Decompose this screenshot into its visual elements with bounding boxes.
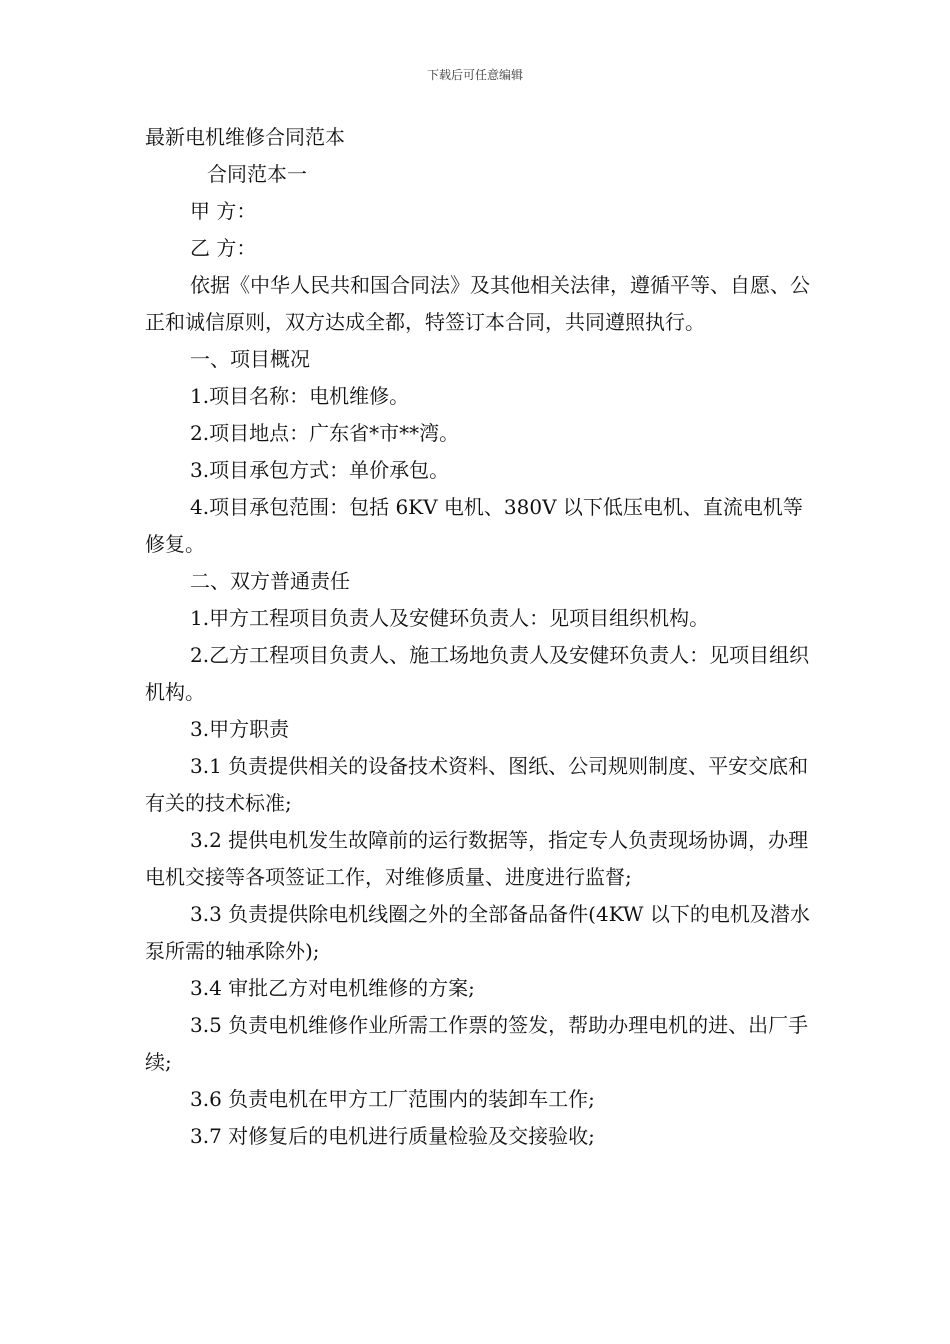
clause-paragraph: 3.甲方职责 bbox=[190, 717, 290, 741]
party-a-line: 甲 方： bbox=[190, 199, 257, 223]
party-b-line: 乙 方： bbox=[190, 236, 257, 260]
clause-paragraph: 3.4 审批乙方对电机维修的方案; bbox=[190, 976, 475, 1000]
intro-paragraph: 依据《中华人民共和国合同法》及其他相关法律，遵循平等、自愿、公正和诚信原则，双方达成全都，特签订本合同，共同遵照执行。 bbox=[145, 273, 810, 334]
document-body bbox=[145, 119, 815, 1155]
clause-paragraph: 1.甲方工程项目负责人及安健环负责人：见项目组织机构。 bbox=[190, 606, 710, 630]
document-subtitle: 合同范本一 bbox=[207, 162, 307, 186]
page-header: 下载后可任意编辑 bbox=[426, 68, 523, 82]
clause-paragraph: 3.1 负责提供相关的设备技术资料、图纸、公司规则制度、平安交底和有关的技术标准; bbox=[145, 754, 809, 815]
clause-paragraph: 3.2 提供电机发生故障前的运行数据等，指定专人负责现场协调，办理电机交接等各项签证工作，对维修质量、进度进行监督; bbox=[145, 828, 809, 889]
section-heading: 一、项目概况 bbox=[190, 347, 310, 371]
clause-paragraph: 2.乙方工程项目负责人、施工场地负责人及安健环负责人：见项目组织机构。 bbox=[145, 643, 810, 704]
clause-paragraph: 3.5 负责电机维修作业所需工作票的签发，帮助办理电机的进、出厂手续; bbox=[145, 1013, 809, 1074]
clause-paragraph: 3.项目承包方式：单价承包。 bbox=[190, 458, 450, 482]
clause-paragraph: 3.7 对修复后的电机进行质量检验及交接验收; bbox=[190, 1124, 595, 1148]
clause-paragraph: 2.项目地点：广东省*市**湾。 bbox=[190, 421, 460, 445]
clause-paragraph: 3.3 负责提供除电机线圈之外的全部备品备件(4KW 以下的电机及潜水泵所需的轴承除外); bbox=[145, 902, 810, 963]
document-title: 最新电机维修合同范本 bbox=[145, 125, 345, 149]
section-heading: 二、双方普通责任 bbox=[190, 569, 350, 593]
clause-paragraph: 1.项目名称：电机维修。 bbox=[190, 384, 410, 408]
clause-paragraph: 3.6 负责电机在甲方工厂范围内的装卸车工作; bbox=[190, 1087, 595, 1111]
clause-paragraph: 4.项目承包范围：包括 6KV 电机、380V 以下低压电机、直流电机等修复。 bbox=[145, 495, 803, 556]
